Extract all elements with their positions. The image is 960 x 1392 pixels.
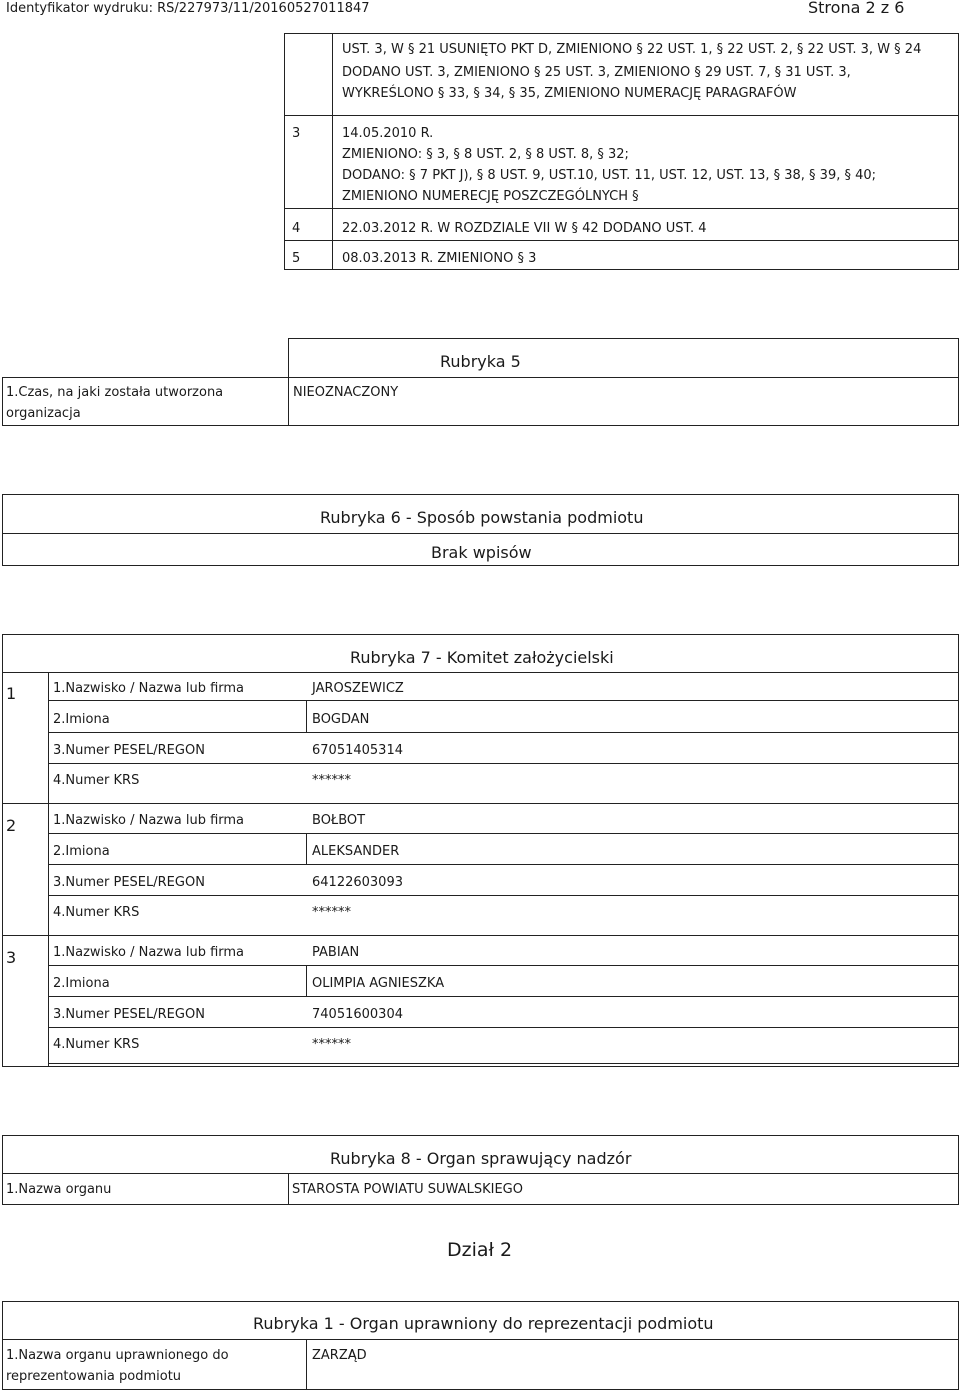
- field-line: [48, 700, 959, 701]
- rubryka5-divider: [288, 377, 289, 426]
- member-first-names: OLIMPIA AGNIESZKA: [312, 976, 445, 991]
- history-line: 08.03.2013 R. ZMIENIONO § 3: [342, 251, 537, 266]
- rubryka7-title: Rubryka 7 - Komitet założycielski: [350, 648, 614, 667]
- member-name-label: 1.Nazwisko / Nazwa lub firma: [53, 813, 245, 828]
- history-line: ZMIENIONO NUMERECJĘ POSZCZEGÓLNYCH §: [342, 189, 639, 204]
- field-line: [306, 700, 307, 732]
- history-line: ZMIENIONO: § 3, § 8 UST. 2, § 8 UST. 8, § 32;: [342, 147, 629, 162]
- rubryka7-member-divider: [2, 935, 959, 936]
- member-krs: ******: [312, 905, 351, 920]
- rubryka6-title: Rubryka 6 - Sposób powstania podmiotu: [320, 508, 644, 527]
- history-entry-number: 4: [292, 221, 301, 236]
- rubryka7-table: [2, 634, 959, 1067]
- member-krs: ******: [312, 1037, 351, 1052]
- rubryka5-label: 1.Czas, na jaki została utworzona: [6, 385, 224, 400]
- member-first-names-label: 2.Imiona: [53, 844, 110, 859]
- history-row-divider: [284, 240, 959, 241]
- rubryka6-divider: [2, 533, 959, 534]
- history-row-divider: [284, 115, 959, 116]
- field-line: [48, 864, 959, 865]
- rubryka5-value: NIEOZNACZONY: [293, 385, 399, 400]
- member-number: 2: [6, 816, 17, 835]
- history-line: WYKREŚLONO § 33, § 34, § 35, ZMIENIONO NUMERACJĘ PARAGRAFÓW: [342, 86, 797, 101]
- member-name: JAROSZEWICZ: [312, 681, 404, 696]
- rubryka7-bottom-line: [48, 1063, 959, 1064]
- rubryka5-title: Rubryka 5: [440, 352, 521, 371]
- member-krs: ******: [312, 773, 351, 788]
- field-line: [48, 895, 959, 896]
- history-line: UST. 3, W § 21 USUNIĘTO PKT D, ZMIENIONO § 22 UST. 1, § 22 UST. 2, § 22 UST. 3, W § 24: [342, 42, 922, 57]
- rubryka5-title-box: [288, 338, 959, 378]
- dzial2-rubryka1-label: reprezentowania podmiotu: [6, 1369, 182, 1384]
- member-first-names: ALEKSANDER: [312, 844, 400, 859]
- field-line: [48, 996, 959, 997]
- print-identifier: Identyfikator wydruku: RS/227973/11/20160527011847: [6, 1, 370, 16]
- history-line: 14.05.2010 R.: [342, 126, 434, 141]
- field-line: [48, 965, 959, 966]
- member-pesel: 74051600304: [312, 1007, 403, 1022]
- member-pesel-label: 3.Numer PESEL/REGON: [53, 875, 205, 890]
- dzial2-rubryka1-value: ZARZĄD: [312, 1348, 367, 1363]
- member-name-label: 1.Nazwisko / Nazwa lub firma: [53, 681, 245, 696]
- rubryka7-title-divider: [2, 672, 959, 673]
- dzial2-rubryka1-label: 1.Nazwa organu uprawnionego do: [6, 1348, 229, 1363]
- member-krs-label: 4.Numer KRS: [53, 1037, 140, 1052]
- rubryka8-label: 1.Nazwa organu: [6, 1182, 112, 1197]
- member-name: PABIAN: [312, 945, 360, 960]
- field-line: [306, 965, 307, 996]
- member-number: 3: [6, 948, 17, 967]
- rubryka5-label: organizacja: [6, 406, 81, 421]
- rubryka8-title: Rubryka 8 - Organ sprawujący nadzór: [330, 1149, 632, 1168]
- rubryka7-member-divider: [2, 803, 959, 804]
- page-number: Strona 2 z 6: [808, 0, 905, 17]
- history-row-divider: [284, 208, 959, 209]
- history-line: 22.03.2012 R. W ROZDZIALE VII W § 42 DODANO UST. 4: [342, 221, 707, 236]
- field-line: [306, 833, 307, 864]
- section-title: Dział 2: [447, 1239, 513, 1261]
- dzial2-rubryka1-title: Rubryka 1 - Organ uprawniony do reprezentacji podmiotu: [253, 1314, 714, 1333]
- member-pesel: 64122603093: [312, 875, 403, 890]
- member-pesel-label: 3.Numer PESEL/REGON: [53, 1007, 205, 1022]
- history-entry-number: 5: [292, 251, 301, 266]
- member-name: BOŁBOT: [312, 813, 366, 828]
- rubryka8-value: STAROSTA POWIATU SUWALSKIEGO: [292, 1182, 523, 1197]
- member-name-label: 1.Nazwisko / Nazwa lub firma: [53, 945, 245, 960]
- history-number-column-divider: [332, 33, 333, 270]
- member-krs-label: 4.Numer KRS: [53, 905, 140, 920]
- member-first-names-label: 2.Imiona: [53, 712, 110, 727]
- dzial2-rubryka1-divider: [306, 1339, 307, 1390]
- field-line: [48, 1027, 959, 1028]
- field-line: [48, 732, 959, 733]
- member-krs-label: 4.Numer KRS: [53, 773, 140, 788]
- history-line: DODANO: § 7 PKT J), § 8 UST. 9, UST.10, UST. 11, UST. 12, UST. 13, § 38, § 39, § 40;: [342, 168, 877, 183]
- member-first-names: BOGDAN: [312, 712, 370, 727]
- history-entry-number: 3: [292, 126, 301, 141]
- member-pesel-label: 3.Numer PESEL/REGON: [53, 743, 205, 758]
- field-line: [48, 763, 959, 764]
- member-pesel: 67051405314: [312, 743, 403, 758]
- member-number: 1: [6, 684, 17, 703]
- member-first-names-label: 2.Imiona: [53, 976, 110, 991]
- rubryka8-divider: [288, 1173, 289, 1205]
- rubryka6-empty: Brak wpisów: [431, 543, 532, 562]
- field-line: [48, 833, 959, 834]
- history-line: DODANO UST. 3, ZMIENIONO § 25 UST. 3, ZMIENIONO § 29 UST. 7, § 31 UST. 3,: [342, 65, 851, 80]
